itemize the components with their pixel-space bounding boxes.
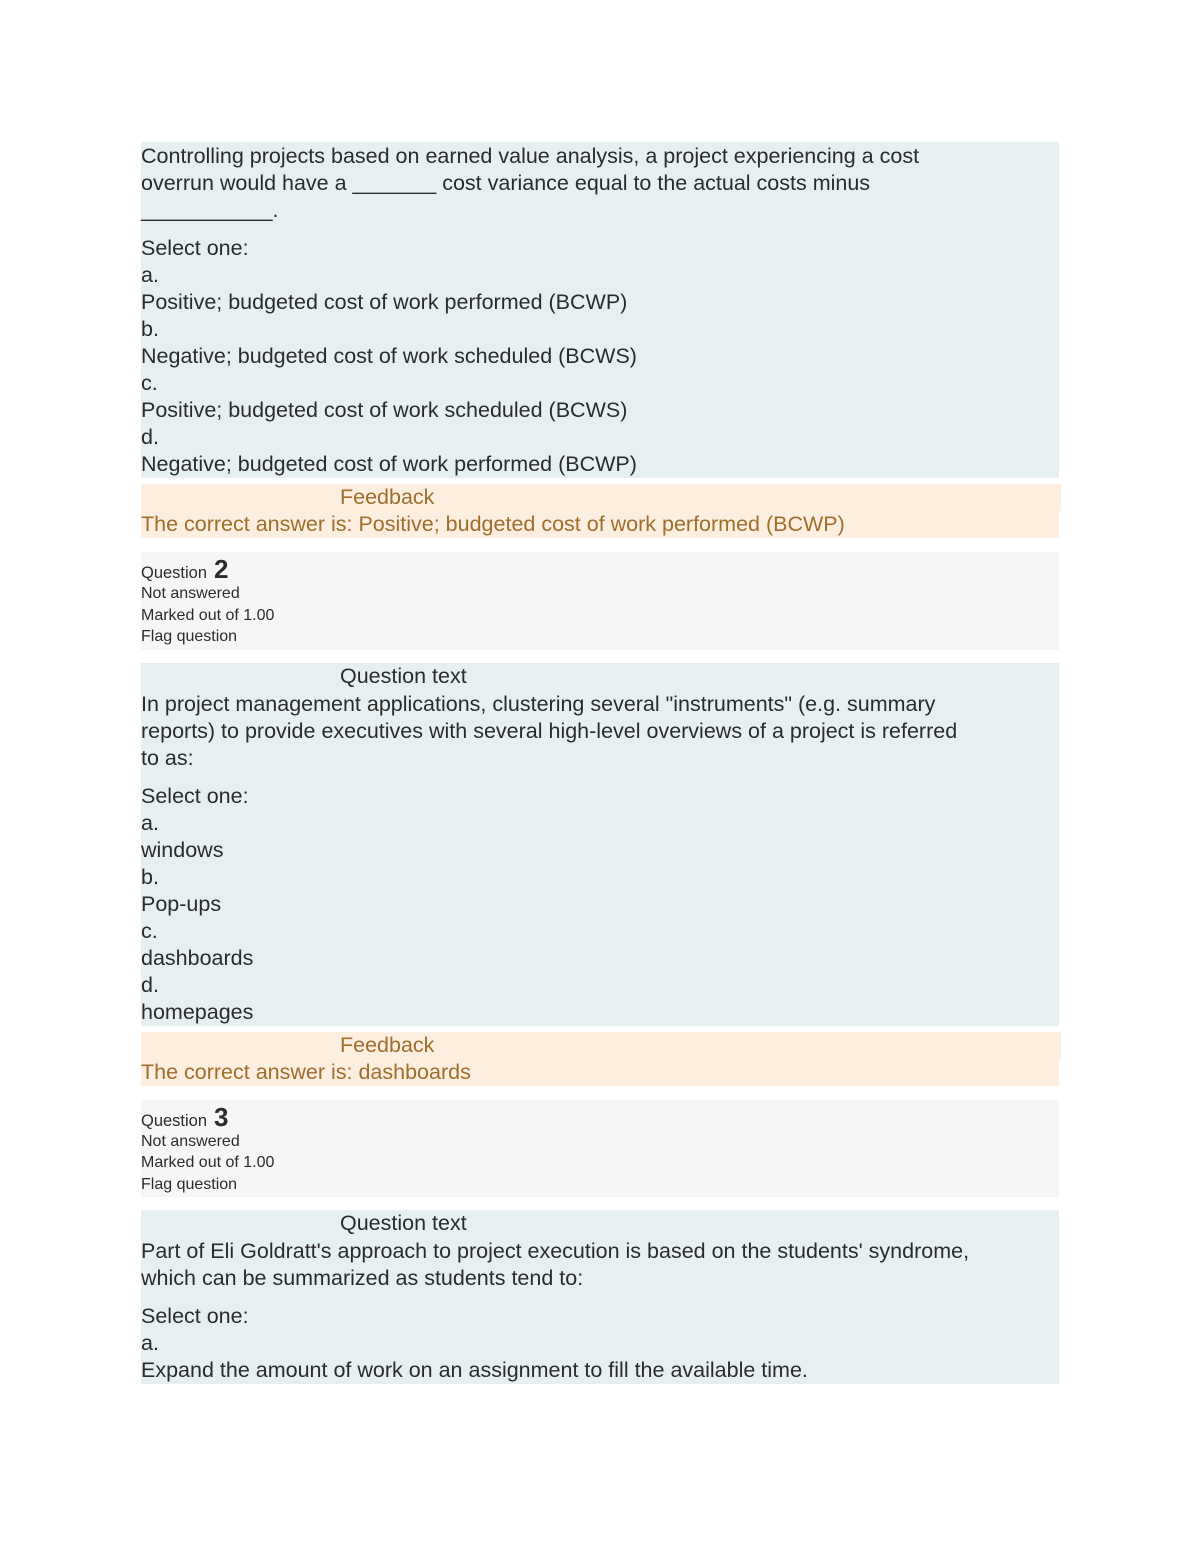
prompt-line: overrun would have a _______ cost variance equal to the actual costs minus — [141, 171, 871, 195]
option-a-text[interactable]: Positive; budgeted cost of work performed (BCWP) — [141, 290, 628, 314]
option-a-letter[interactable]: a. — [141, 810, 159, 835]
question-number-value: 3 — [214, 1101, 229, 1132]
question-1-feedback — [141, 484, 1059, 538]
option-b-text[interactable]: Negative; budgeted cost of work scheduled (BCWS) — [141, 344, 637, 368]
flag-question-link[interactable]: Flag question — [141, 1175, 238, 1193]
option-b-letter[interactable]: b. — [141, 317, 159, 341]
question-2-info — [141, 552, 1059, 650]
question-state: Not answered — [141, 585, 240, 602]
question-number-value: 2 — [214, 554, 229, 584]
question-label: Question — [141, 564, 208, 582]
option-c-text[interactable]: dashboards — [141, 945, 254, 970]
option-a-text[interactable]: windows — [141, 837, 224, 862]
question-3-text-block — [141, 1237, 1059, 1384]
option-c-letter[interactable]: c. — [141, 918, 158, 943]
prompt-line: In project management applications, clustering several "instruments" (e.g. summary — [141, 691, 936, 716]
question-1-text-block — [141, 142, 1059, 478]
option-b-letter[interactable]: b. — [141, 864, 159, 889]
option-d-text[interactable]: Negative; budgeted cost of work performed (BCWP) — [141, 452, 637, 476]
prompt-line: reports) to provide executives with several high-level overviews of a project is referred — [141, 718, 958, 743]
option-c-letter[interactable]: c. — [141, 371, 158, 395]
option-d-letter[interactable]: d. — [141, 425, 159, 449]
select-one-label: Select one: — [141, 783, 249, 808]
prompt-line: Part of Eli Goldratt's approach to project execution is based on the students' syndrome, — [141, 1239, 970, 1263]
answer-options — [141, 262, 1059, 478]
option-a-text[interactable]: Expand the amount of work on an assignment to fill the available time. — [141, 1358, 808, 1382]
question-2-prompt — [141, 690, 1059, 772]
answer-options — [141, 810, 1059, 1026]
prompt-line: to as: — [141, 745, 194, 770]
prompt-line: ___________. — [141, 198, 279, 222]
question-2-text-block — [141, 690, 1059, 1026]
question-2-feedback — [141, 1032, 1059, 1086]
question-grade: Marked out of 1.00 — [141, 606, 275, 624]
question-3-info — [141, 1100, 1059, 1198]
question-1-prompt — [141, 142, 1059, 224]
prompt-line: Controlling projects based on earned value analysis, a project experiencing a cost — [141, 144, 920, 168]
option-a-letter[interactable]: a. — [141, 1331, 159, 1355]
feedback-text: The correct answer is: dashboards — [141, 1059, 471, 1084]
question-number — [141, 1103, 1059, 1131]
prompt-line: which can be summarized as students tend to: — [141, 1266, 584, 1290]
option-a-letter[interactable]: a. — [141, 263, 159, 287]
option-d-letter[interactable]: d. — [141, 972, 159, 997]
select-one-label: Select one: — [141, 236, 249, 260]
flag-question-link[interactable]: Flag question — [141, 628, 238, 645]
quiz-review-page — [141, 142, 1059, 1384]
option-c-text[interactable]: Positive; budgeted cost of work scheduled (BCWS) — [141, 398, 628, 422]
feedback-heading: Feedback — [141, 484, 1059, 511]
question-3-text-heading: Question text — [141, 1210, 1059, 1237]
feedback-text: The correct answer is: Positive; budgeted cost of work performed (BCWP) — [141, 512, 845, 536]
option-b-text[interactable]: Pop-ups — [141, 891, 222, 916]
question-number — [141, 555, 1059, 583]
question-2-text-heading: Question text — [141, 663, 1059, 690]
question-label: Question — [141, 1111, 208, 1130]
answer-options — [141, 1330, 1059, 1384]
feedback-heading: Feedback — [141, 1032, 1059, 1059]
option-d-text[interactable]: homepages — [141, 999, 254, 1024]
select-one-label: Select one: — [141, 1304, 249, 1328]
question-grade: Marked out of 1.00 — [141, 1154, 275, 1171]
question-3-prompt — [141, 1237, 1059, 1292]
question-state: Not answered — [141, 1132, 240, 1150]
